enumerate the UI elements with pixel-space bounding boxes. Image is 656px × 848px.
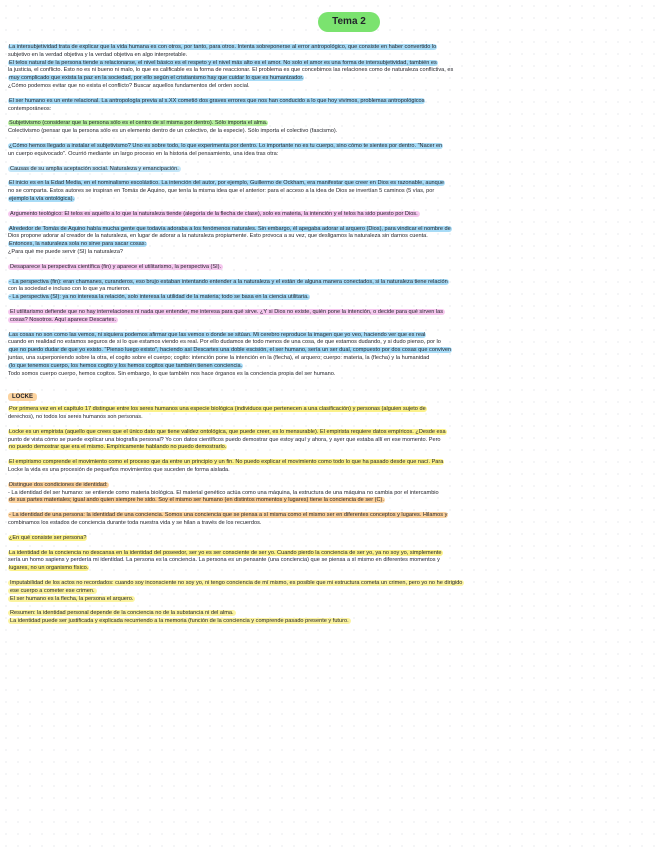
paragraph: [8, 429, 634, 452]
page-title: Tema 2: [318, 12, 380, 32]
paragraph: [8, 459, 634, 475]
text-line: combinamos los estados de conciencia durante toda nuestra vida y se hilan a través de los recuerdos.: [8, 520, 262, 527]
text-line: un cuerpo equivocado". Ocurrió mediante un largo proceso en la historia del pensamiento, una idea tras otra:: [8, 150, 279, 157]
text-line: Locke es un empirista (aquello que crees que el único dato que tiene validez ontológica, que puede creer, es lo mensurable). El empirista requiere datos empíricos. ¿Desde esa: [9, 428, 446, 435]
text-line: con la sociedad e incluso con lo que ya murieron.: [8, 286, 131, 293]
text-line: (lo que tenemos cuerpo, los hemos cogito y los hemos cogitos que también tienen conciencia.: [9, 362, 243, 369]
text-line: que no puedo dudar de que yo existo. "Pienso luego existo", haciendo así Descartes una doble escisión, el ser humano, sería un ser dual, compuesto por dos cosas que conviven: [9, 347, 452, 354]
text-line: ejemplo la vía ontológica).: [9, 195, 74, 202]
text-line: muy complicado que exista la paz en la sociedad, por ello según el cristianismo hay que cuidar lo que es humanizador.: [9, 75, 304, 82]
paragraph: [8, 98, 634, 114]
text-line: - La identidad de una persona: la identidad de una conciencia. Somos una conciencia que se piensa a sí misma como el mismo ser en diferentes conceptos y lugares. Hilamos y: [9, 512, 448, 519]
text-line: Locke la vida es una procesión de pequeños movimientos que suceden de forma aislada.: [8, 467, 230, 474]
paragraph: [8, 580, 634, 603]
text-line: ese cuerpo a cometer ese crimen.: [10, 587, 95, 594]
section-tag: [8, 393, 37, 401]
text-line: Alrededor de Tomás de Aquino había mucha gente que todavía adoraba a los fenómenos naturales. Sin embargo, él apegaba adorar al arquero (Dios), para vindicar el nombre de: [9, 225, 451, 232]
text-line: Subjetivismo (considerar que la persona sólo es el centro de sí misma por dentro). Sólo importa el alma.: [9, 120, 268, 127]
paragraph: [8, 120, 634, 136]
text-line: juntas, una superponiendo sobre la otra, el cogito sobre el cuerpo; cogito: intención pone la intención en la (flecha), el arquero; cuerpo: materia, la (flecha) y la humanidad: [8, 354, 430, 361]
text-line: de sus partes materiales; igual ando quien siempre he sido. Soy el mismo ser humano (en distintos momentos y lugares) tiene la conciencia de ser (C).: [9, 497, 384, 504]
text-line: derechos), no todos los seres humanos son personas.: [8, 414, 143, 421]
paragraph: [8, 279, 634, 302]
paragraph: [8, 332, 634, 379]
text-line: no puedo demostrar que era el mismo. Empíricamente hablando no puedo demostrarlo.: [9, 444, 227, 451]
text-line: La identidad de la conciencia no descansa en la identidad del poseedor, ser yo es ser consciente de ser yo. Cuando pierdo la conciencia de ser yo, ya no soy yo, simplemente: [9, 549, 442, 556]
text-line: contemporáneos:: [8, 105, 52, 112]
paragraph: [8, 264, 634, 272]
paragraph: [8, 44, 634, 91]
text-line: Causas de su amplia aceptación social. Naturaleza y emancipación.: [10, 165, 179, 172]
paragraph: [8, 482, 634, 505]
text-line: ¿Para qué me puede servir (SI) la naturaleza?: [8, 248, 124, 255]
text-line: El utilitarismo defiende que no hay interrelaciones ni nada que entender, me interesa para qué sirve. ¿Y si Dios no existe, quién pone la intención, o decide para qué sirven las: [10, 308, 444, 315]
text-line: El inicio es en la Edad Media, en el nominalismo escolástico. La intención del autor, por ejemplo, Guillermo de Ockham, era manifestar que creer en Dios es razonable, aunque: [9, 180, 444, 187]
text-line: cosas? Nosotros. Aquí aparece Descartes.: [10, 316, 117, 323]
text-line: subjetivo en la verdad objetiva y la verdad objetiva en algo interpretable.: [8, 51, 188, 58]
text-line: La identidad puede ser justificada y explicada recurriendo a la memoria (función de la conciencia y comprende pasado presente y futuro.: [10, 618, 349, 625]
text-line: Distingue dos condiciones de identidad:: [9, 481, 108, 488]
text-line: punto de vista cómo se puede explicar una biografía personal? Yo con datos científicos puedo demostrar que estoy aquí y ahora, y ayer que estaba allí en ese momento. Pero: [8, 436, 441, 443]
text-line: Resumen: la identidad personal depende de la conciencia no de la substancia ni del alma.: [10, 610, 234, 617]
paragraph: [8, 211, 634, 219]
paragraph: [8, 610, 634, 626]
text-line: Las cosas no son como las vemos, ni siquiera podemos afirmar que las vemos o donde se sitúan. Mi cerebro reproduce la imagen que yo veo, haciendo ver que es real: [9, 331, 426, 338]
text-line: lugares, no un organismo físico.: [9, 565, 89, 572]
text-line: cuando en realidad no estamos seguros de si lo que estamos viendo es real. Por ello dudamos de todo menos de una cosa, de que estamos dudando, y si dudo pienso, por lo: [8, 339, 441, 346]
text-line: Todo somos cuerpo cuerpo, hemos cogitos. Sin embargo, lo que también nos hace órganos es la conciencia propia del ser humano.: [8, 370, 336, 377]
paragraph: [8, 550, 634, 573]
text-line: El telos natural de la persona tiende a relacionarse, el nivel básico es el respeto y el nivel más alto es el amor. No solo el amor es una forma de intersubjetividad, también es: [9, 59, 437, 66]
paragraph: [8, 309, 634, 325]
paragraph: [8, 180, 634, 203]
paragraph: [8, 406, 634, 422]
text-line: - La identidad del ser humano: se entiende como materia biológica. El material genético actúa como una máquina, la estructura de una máquina no cambia por el intercambio: [8, 489, 439, 496]
paragraph: [8, 166, 634, 174]
text-line: ¿Cómo hemos llegado a instalar el subjetivismo? Uno es sobre todo, lo que experimenta por dentro. Lo importante no es tu cuerpo, sino cómo te sientes por dentro. "Nacer en: [9, 142, 443, 149]
paragraph: [8, 512, 634, 528]
paragraph: [8, 226, 634, 257]
text-line: - La perspectiva (fin): eran chamanes, curanderos, eso brujo estaban intentando entender a la naturaleza y el están de alguna manera conectados, si la naturaleza tiene relación: [9, 278, 448, 285]
text-line: no se comparta. Estos autores se inspiran en Tomás de Aquino, que tenía la misma idea que el anterior: para el acceso a la idea de Dios se invertían 5 caminos (5 vías, por: [8, 188, 435, 195]
text-line: Imputabilidad de los actos no recordados: cuando soy inconsciente no soy yo, ni tengo conciencia de mí mismo, es posible que mi estructura cometa un crimen, pero yo no he dirigido: [10, 580, 463, 587]
text-line: La intersubjetividad trata de explicar que la vida humana es con otros, por tanto, para otros. Intenta sobreponerse al error antropológico, que consiste en haber convertido lo: [9, 44, 437, 50]
paragraph: [8, 143, 634, 159]
text-line: Colectivismo (pensar que la persona sólo es un elemento dentro de un colectivo, de la especie). Sólo importa el colectivo (fascismo).: [8, 128, 338, 135]
text-line: El ser humano es la flecha, la persona el arquero.: [10, 595, 134, 602]
text-line: Argumento teológico: El telos es aquello a lo que la naturaleza tiende (alegoría de la flecha de clase), solo es materia, la intención y el telos ha sido puesto por Dios.: [10, 210, 418, 217]
text-line: ¿Cómo podemos evitar que no exista el conflicto? Buscar aquellos fundamentos del orden social.: [8, 82, 250, 89]
text-line: Desaparece la perspectiva científica (fin) y aparece el utilitarismo, la perspectiva (SI).: [10, 263, 222, 270]
notes-body: [8, 44, 634, 633]
text-line: Dios propone adorar al creador de la naturaleza, en lugar de adorar a la naturaleza propiamente. Esto provoca a su vez, que desligamos la naturaleza sin darnos cuenta.: [8, 233, 428, 240]
text-line: El empirismo comprende el movimiento como el proceso que da entre un principio y un fin. No puedo explicar el movimiento como todo lo que ha pasado desde que nací. Para: [9, 459, 444, 466]
text-line: Entonces, la naturaleza sola no sirve para sacar cosas:: [9, 241, 147, 248]
text-line: la justicia, el conflicto. Esto no es ni bueno ni malo, lo que es calificable es la forma de reaccionar. El problema es que concebimos las relaciones como de naturaleza conflictiva, es: [8, 67, 454, 74]
text-line: LOCKE: [12, 394, 33, 401]
text-line: - La perspectiva (SI): ya no interesa la relación, solo interesa la utilidad de la materia; todo se basa en la ciencia utilitaria.: [9, 294, 309, 301]
text-line: sería un homo sapiens y perdería mi identidad. La persona es la conciencia. La persona es un pensante (una conciencia) que se piensa a sí mismo en diferentes momentos y: [8, 557, 440, 564]
text-line: ¿En qué consiste ser persona?: [9, 534, 87, 541]
paragraph: [8, 535, 634, 543]
text-line: Por primera vez en el capítulo 17 distingue entre los seres humanos una especie biológica (individuos que pertenecen a una clasificación) y personas (alguien sujeto de: [9, 406, 426, 413]
text-line: El ser humano es un ente relacional. La antropología previa al s.XX cometió dos graves errores que nos han conducido a lo que hoy vivimos, problemas antropológicos: [9, 97, 425, 104]
